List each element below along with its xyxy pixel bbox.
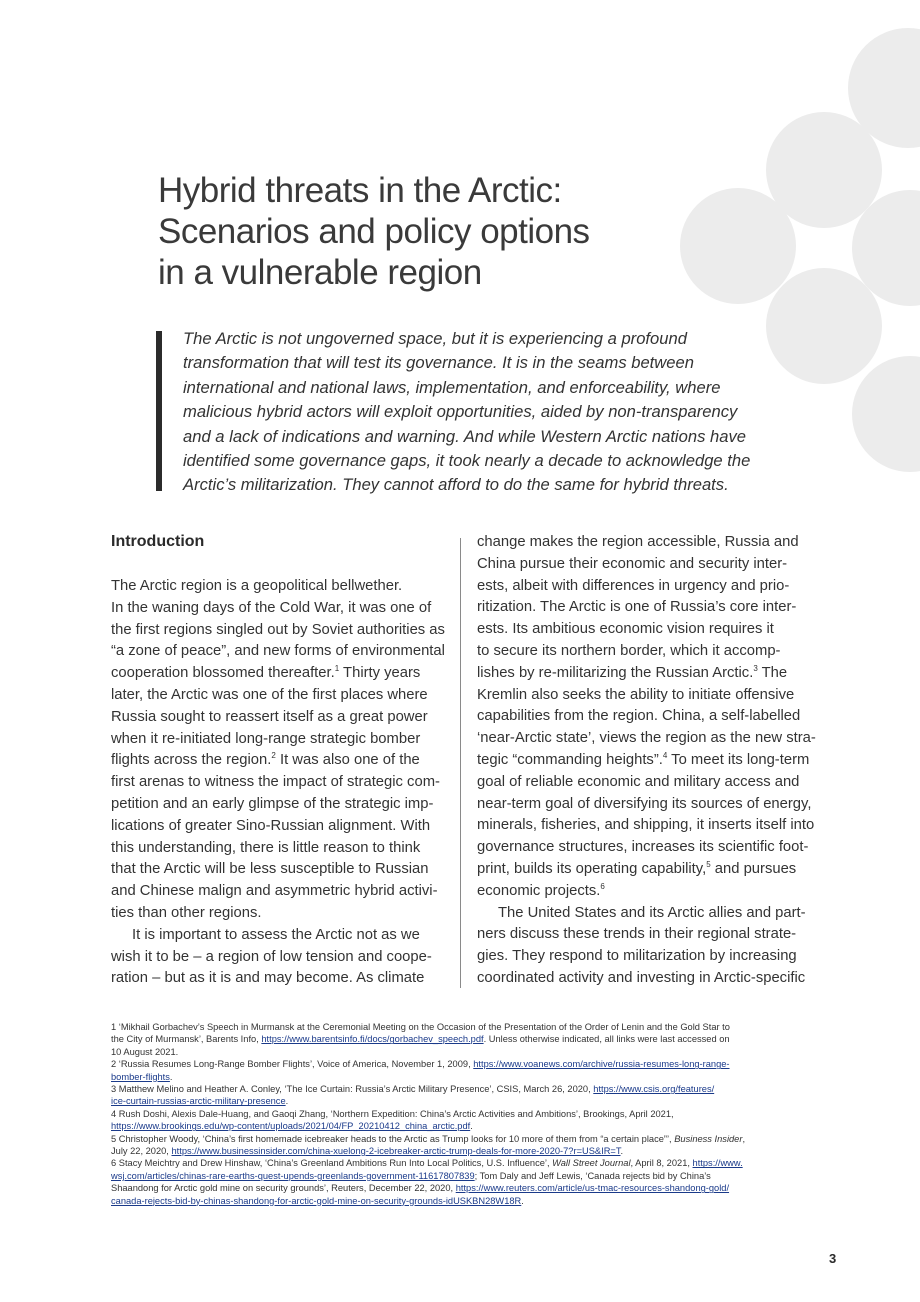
footnote-ref-1[interactable]: 1 bbox=[334, 664, 340, 674]
body-line: first arenas to witness the impact of strategic com- bbox=[111, 774, 440, 791]
footnote-line: 1 ‘Mikhail Gorbachev’s Speech in Murmansk at the Ceremonial Meeting on the Occasion of the Presentation of the Order of Lenin and the Gold Star to bbox=[111, 1022, 730, 1032]
body-line: the first regions singled out by Soviet authorities as bbox=[111, 621, 445, 638]
footnote-text: 5 Christopher Woody, ‘China’s first homemade icebreaker heads to the Arctic as Trump looks for 10 more of them from “a certain place”’, bbox=[111, 1133, 675, 1144]
body-line: governance structures, increases its scientific foot- bbox=[477, 839, 809, 856]
body-line: It is important to assess the Arctic not as we bbox=[132, 926, 420, 943]
footnote-text: . bbox=[470, 1121, 473, 1132]
footnotes bbox=[111, 1021, 811, 1207]
body-line: gies. They respond to militarization by increasing bbox=[477, 948, 797, 965]
quote-bar bbox=[156, 331, 162, 491]
quote-line: malicious hybrid actors will exploit opportunities, aided by non-transparency bbox=[183, 402, 738, 422]
footnote-line bbox=[111, 1071, 811, 1083]
footnote-line bbox=[111, 1133, 811, 1145]
body-line bbox=[477, 750, 817, 772]
quote-line: international and national laws, implementation, and enforceability, where bbox=[183, 377, 721, 397]
footnote-text: . bbox=[169, 1071, 173, 1082]
body-text: cooperation blossomed thereafter. bbox=[111, 665, 335, 682]
footnote-line bbox=[111, 1033, 811, 1045]
body-line: minerals, fisheries, and shipping, it inserts itself into bbox=[477, 817, 815, 834]
section-heading: Introduction bbox=[111, 533, 205, 550]
body-text: Thirty years bbox=[339, 665, 421, 682]
body-line: when it re-initiated long-range strategic bomber bbox=[111, 730, 421, 747]
footnote-ref-3[interactable]: 3 bbox=[753, 663, 758, 673]
body-line: In the waning days of the Cold War, it was one of bbox=[111, 599, 432, 616]
footnote-line bbox=[111, 1182, 811, 1194]
body-line: ‘near-Arctic state’, views the region as the new stra- bbox=[477, 730, 816, 747]
column-divider bbox=[460, 538, 461, 988]
footnote-link[interactable]: https://www. bbox=[692, 1158, 743, 1169]
body-line: The Arctic region is a geopolitical bellwether. bbox=[111, 578, 403, 594]
body-line bbox=[477, 663, 817, 685]
body-text: print, builds its operating capability, bbox=[477, 860, 707, 877]
footnote-publication: Wall Street Journal bbox=[552, 1158, 631, 1169]
body-line: ests, albeit with differences in urgency and prio- bbox=[477, 577, 790, 594]
quote-line: The Arctic is not ungoverned space, but it is experiencing a profound bbox=[183, 329, 687, 348]
body-text: flights across the region. bbox=[111, 752, 272, 769]
body-line: lications of greater Sino-Russian alignment. With bbox=[111, 817, 431, 834]
body-line bbox=[477, 859, 817, 881]
footnote-line bbox=[111, 1170, 811, 1182]
footnote-ref-4[interactable]: 4 bbox=[662, 751, 668, 761]
footnote-publication: Business Insider bbox=[674, 1133, 743, 1144]
footnote-link[interactable]: https://www.barentsinfo.fi/docs/gorbachev_speech.pdf bbox=[261, 1034, 484, 1045]
footnote-link[interactable]: https://www.businessinsider.com/china-xuelong-2-icebreaker-arctic-trump-deals-for-more-2020-7?r=US&IR=T bbox=[171, 1146, 621, 1157]
footnote-line bbox=[111, 1145, 811, 1157]
footnote-link[interactable]: https://www.csis.org/features/ bbox=[593, 1084, 715, 1095]
footnote-text: July 22, 2020, bbox=[111, 1146, 172, 1157]
body-line: change makes the region accessible, Russia and bbox=[477, 534, 799, 550]
page-title bbox=[158, 170, 638, 293]
title-line: in a vulnerable region bbox=[158, 253, 482, 292]
quote-line: identified some governance gaps, it took nearly a decade to acknowledge the bbox=[183, 451, 751, 471]
footnote-text: . bbox=[521, 1195, 524, 1206]
quote-line: transformation that will test its governance. It is in the seams between bbox=[183, 353, 694, 373]
body-line: ritization. The Arctic is one of Russia’s core inter- bbox=[477, 599, 797, 616]
footnote-text: 3 Matthew Melino and Heather A. Conley, ‘The Ice Curtain: Russia’s Arctic Military Presence’, CSIS, March 26, 2020, bbox=[111, 1084, 594, 1095]
title-line: Hybrid threats in the Arctic: bbox=[158, 171, 562, 210]
body-column-right bbox=[477, 532, 817, 990]
body-text: and pursues bbox=[710, 860, 797, 877]
body-line: capabilities from the region. China, a self-labelled bbox=[477, 708, 801, 725]
body-text: economic projects. bbox=[477, 882, 601, 899]
footnote-line bbox=[111, 1120, 811, 1132]
body-line: petition and an early glimpse of the strategic imp- bbox=[111, 795, 434, 812]
body-line: ration – but as it is and may become. As climate bbox=[111, 970, 425, 987]
footnote-text: 2 ‘Russia Resumes Long-Range Bomber Flights’, Voice of America, November 1, 2009, bbox=[111, 1059, 474, 1070]
footnote-line: 4 Rush Doshi, Alexis Dale-Huang, and Gaoqi Zhang, ‘Northern Expedition: China’s Arctic Activities and Ambitions’, Brookings, April 2021, bbox=[111, 1108, 674, 1119]
quote-line: Arctic’s militarization. They cannot afford to do the same for hybrid threats. bbox=[183, 475, 729, 495]
body-line: that the Arctic will be less susceptible to Russian bbox=[111, 861, 429, 878]
footnote-line bbox=[111, 1058, 811, 1070]
footnote-text: Shaandong for Arctic gold mine on security grounds’, Reuters, December 22, 2020, bbox=[111, 1183, 456, 1194]
footnote-text: the City of Murmansk’, Barents Info, bbox=[111, 1034, 262, 1045]
body-line: this understanding, there is little reason to think bbox=[111, 839, 421, 856]
footnote-text: . bbox=[620, 1146, 624, 1157]
footnote-ref-2[interactable]: 2 bbox=[271, 751, 276, 761]
footnote-text: , April 8, 2021, bbox=[630, 1158, 693, 1169]
body-text: It was also one of the bbox=[275, 752, 420, 769]
footnote-link[interactable]: bomber-flights bbox=[111, 1071, 170, 1082]
body-column-left bbox=[111, 576, 451, 990]
footnote-line bbox=[111, 1157, 811, 1169]
footnote-ref-5[interactable]: 5 bbox=[706, 860, 711, 870]
decor-circle-6 bbox=[852, 356, 920, 472]
footnote-line: 10 August 2021. bbox=[111, 1046, 179, 1057]
decor-circle-5 bbox=[766, 268, 882, 384]
body-line: wish it to be – a region of low tension and coope- bbox=[111, 948, 432, 965]
body-line bbox=[111, 750, 451, 772]
title-line: Scenarios and policy options bbox=[158, 212, 590, 251]
body-line: ners discuss these trends in their regional strate- bbox=[477, 926, 797, 943]
body-line: coordinated activity and investing in Arctic-specific bbox=[477, 969, 806, 986]
footnote-link[interactable]: https://www.voanews.com/archive/russia-resumes-long-range- bbox=[473, 1059, 730, 1070]
decor-circle-3 bbox=[680, 188, 796, 304]
footnote-text: , bbox=[742, 1133, 746, 1144]
body-text: The bbox=[757, 664, 788, 681]
footnote-ref-6[interactable]: 6 bbox=[600, 881, 605, 891]
body-line: and Chinese malign and asymmetric hybrid activi- bbox=[111, 883, 438, 900]
body-line: ests. Its ambitious economic vision requires it bbox=[477, 621, 774, 638]
body-line: later, the Arctic was one of the first places where bbox=[111, 686, 428, 703]
footnote-link[interactable]: canada-rejects-bid-by-chinas-shandong-for-arctic-gold-mine-on-security-grounds-idUSKBN28W18R bbox=[111, 1195, 522, 1206]
footnote-line bbox=[111, 1083, 811, 1095]
quote-line: and a lack of indications and warning. And while Western Arctic nations have bbox=[183, 426, 746, 446]
body-text: tegic “commanding heights”. bbox=[477, 751, 663, 768]
body-line: The United States and its Arctic allies and part- bbox=[498, 904, 806, 921]
footnote-text: . bbox=[285, 1096, 289, 1107]
body-line bbox=[111, 663, 451, 685]
footnote-line bbox=[111, 1095, 811, 1107]
footnote-text: ; Tom Daly and Jeff Lewis, ‘Canada rejects bid by China’s bbox=[474, 1170, 711, 1181]
body-line: ties than other regions. bbox=[111, 904, 262, 921]
body-line: to secure its northern border, which it accomp- bbox=[477, 642, 781, 659]
body-line: China pursue their economic and security inter- bbox=[477, 555, 788, 572]
body-line: “a zone of peace”, and new forms of environmental bbox=[111, 643, 445, 660]
body-line: near-term goal of diversifying its sources of energy, bbox=[477, 795, 812, 812]
body-line bbox=[477, 881, 817, 903]
footnote-line bbox=[111, 1195, 811, 1207]
page-number: 3 bbox=[829, 1251, 837, 1266]
footnote-link[interactable]: ice-curtain-russias-arctic-military-presence bbox=[111, 1096, 286, 1107]
footnote-link[interactable]: https://www.reuters.com/article/us-tmac-resources-shandong-gold/ bbox=[455, 1183, 730, 1194]
body-text: lishes by re-militarizing the Russian Arctic. bbox=[477, 664, 754, 681]
body-line: goal of reliable economic and military access and bbox=[477, 773, 800, 790]
footnote-link[interactable]: wsj.com/articles/chinas-rare-earths-quest-upends-greenlands-government-11617807839 bbox=[111, 1170, 475, 1181]
body-text: To meet its long-term bbox=[667, 751, 810, 768]
footnote-text: 6 Stacy Meichtry and Drew Hinshaw, ‘China’s Greenland Ambitions Run Into Local Politics, U.S. Influence’, bbox=[111, 1158, 553, 1169]
footnote-text: . Unless otherwise indicated, all links were last accessed on bbox=[483, 1034, 730, 1045]
body-line: Kremlin also seeks the ability to initiate offensive bbox=[477, 686, 795, 703]
pull-quote bbox=[183, 327, 763, 498]
footnote-link[interactable]: https://www.brookings.edu/wp-content/uploads/2021/04/FP_20210412_china_arctic.pdf bbox=[111, 1121, 471, 1132]
body-line: Russia sought to reassert itself as a great power bbox=[111, 708, 428, 725]
